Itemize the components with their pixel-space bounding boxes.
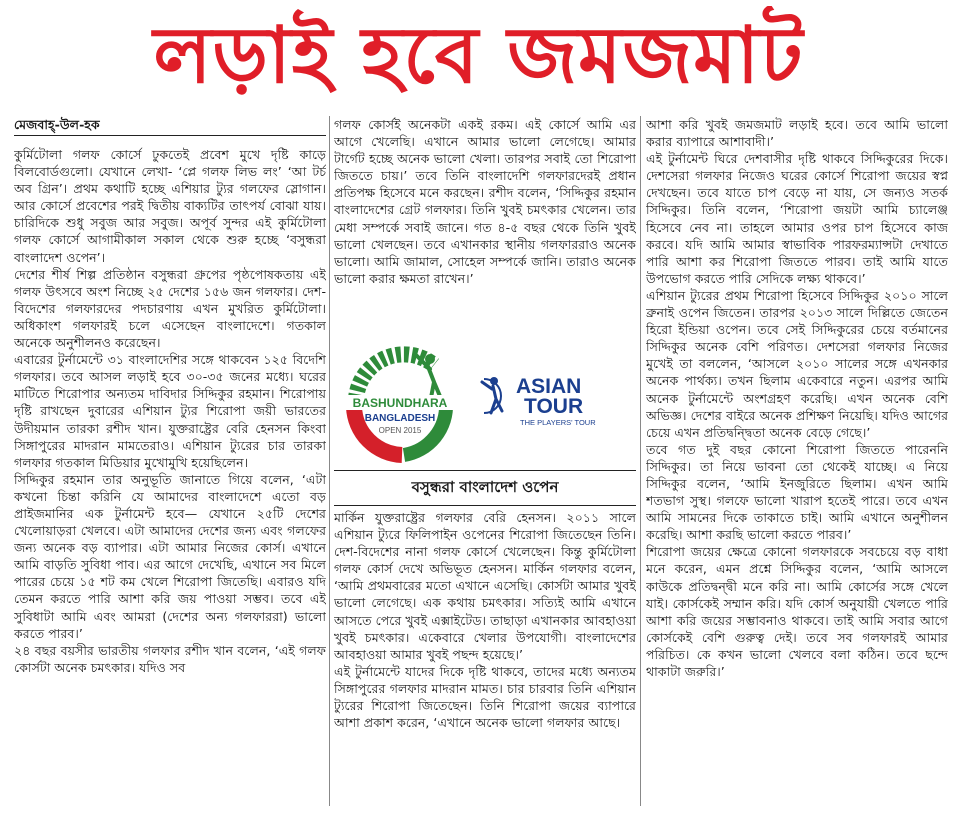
column-divider xyxy=(640,116,641,806)
paragraph: এবারের টুর্নামেন্টে ৩১ বাংলাদেশির সঙ্গে থাকবেন ১২৫ বিদেশি গলফার। তবে আসল লড়াই হবে ৩০-৩৫ জনের মধ্যে। ঘরের মাটিতে শিরোপার অন্যতম দাবিদার সিদ্দিকুর রহমান। শিরোপায় দৃষ্টি রাখছেন দুবারের এশিয়ান ট্যুর শিরোপা জয়ী ভারতের উদীয়মান তারকা রশীদ খান। যুক্তরাষ্ট্রের বেরি হেনসন কিংবা সিঙ্গাপুরের মাদরান মামতেরাও। এশিয়ান ট্যুরের চার তারকা গলফার গতকাল মিডিয়ার মুখোমুখি হয়েছিলেন। xyxy=(14,352,326,470)
paragraph: দেশের শীর্ষ শিল্প প্রতিষ্ঠান বসুন্ধরা গ্রুপের পৃষ্ঠপোষকতায় এই গলফ উৎসবে অংশ নিচ্ছে ২৫ দেশের ১৫৬ জন গলফার। দেশ-বিদেশের গলফারদের পদচারণায় এখন মুখরিত কুর্মিটোলা। অধিকাংশ গলফারই চলে এসেছেন বাংলাদেশে। গতকাল অনেকে অনুশীলনও করেছেন। xyxy=(14,266,326,351)
bashundhara-open-logo xyxy=(344,354,456,455)
column-divider xyxy=(329,116,330,806)
paragraph: ২৪ বছর বয়সীর ভারতীয় গলফার রশীদ খান বলেন, ‘এই গলফ কোর্সটা অনেক চমৎকার। যদিও সব xyxy=(14,642,326,675)
sponsor-logos xyxy=(334,337,636,467)
column-2-lower xyxy=(334,509,636,808)
paragraph: এই টুর্নামেন্টে যাদের দিকে দৃষ্টি থাকবে, তাদের মধ্যে অন্যতম সিঙ্গাপুরের গলফার মাদরান মামত। চার চারবার তিনি এশিয়ান ট্যুরের শিরোপা জিতেছেন। তিনি শিরোপা জয়ের ব্যাপারে আশা প্রকাশ করেন, ‘এখানে অনেক ভালো গলফার আছে। xyxy=(334,663,636,731)
photo-caption: বসুন্ধরা বাংলাদেশ ওপেন xyxy=(334,470,636,506)
column-1 xyxy=(14,116,326,808)
paragraph: শিরোপা জয়ের ক্ষেত্রে কোনো গলফারকে সবচেয়ে বড় বাধা মনে করেন, এমন প্রশ্নে সিদ্দিকুর বলেন, ‘আমি আসলে কাউকে প্রতিদ্বন্দ্বী মনে করি না। আমি কোর্সের সঙ্গে খেলে যাই। কোর্সকেই সম্মান করি। যদি কোর্স অনুযায়ী খেলতে পারি আশা করি জয়ের সম্ভাবনাও থাকবে। তাই আমি সবার আগে কোর্সকেই বেশি গুরুত্ব দেই। তবে সব গলফারই আমার পরিচিত। কে কখন ভালো খেলবে বলা কঠিন। তবে ছন্দে থাকাটা জরুরি।’ xyxy=(646,544,948,679)
paragraph: গলফ কোর্সই অনেকটা একই রকম। এই কোর্সে আমি এর আগে খেলেছি। এখানে আমার ভালো লেগেছে। আমার টার্গেট হচ্ছে অনেক ভালো খেলা। তারপর সবাই তো শিরোপা জিততে চায়।’ তবে তিনি বাংলাদেশি গলফারদেরই প্রধান প্রতিপক্ষ হিসেবে মনে করছেন। রশীদ বলেন, ‘সিদ্দিকুর রহমান বাংলাদেশের গ্রেট গলফার। তিনি খুবই চমৎকার খেলেন। তার মেধা সম্পর্কে সবাই জানে। গত ৪-৫ বছর থেকে তিনি খুবই ভালো খেলছেন। তবে এখানকার স্থানীয় গলফাররাও অনেক ভালো। আমি জামাল, সোহেল সম্পর্কে জানি। তারাও অনেক ভালো করার ক্ষমতা রাখেন।’ xyxy=(334,117,636,286)
paragraph: এই টুর্নামেন্ট ঘিরে দেশবাসীর দৃষ্টি থাকবে সিদ্দিকুরের দিকে। দেশসেরা গলফার নিজেও ঘরের কোর্সে শিরোপা জয়ের স্বপ্ন দেখছেন। তবে যাতে চাপ বেড়ে না যায়, সে জন্যও সতর্ক সিদ্দিকুর। তিনি বলেন, ‘শিরোপা জয়টা আমি চ্যালেঞ্জ হিসেবে নেব না। তাহলে আমার ওপর চাপ হিসেবে কাজ করবে। যদি আমি আমার স্বাভাবিক পারফরম্যান্সটা দেখাতে পারি আশা কর শিরোপা জিততে পারব। তাই আমি যাতে উপভোগ করতে পারি সেদিকে লক্ষ্য থাকবে।’ xyxy=(646,151,948,286)
asian-tour-line2: TOUR xyxy=(524,395,584,418)
paragraph: সিদ্দিকুর রহমান তার অনুভূতি জানাতে গিয়ে বলেন, ‘এটা কখনো চিন্তা করিনি যে আমাদের বাংলাদেশে এতো বড় প্রাইজমানির এক টুর্নামেন্ট হবে— যেখানে ২৫টি দেশের খেলোয়াড়রা খেলবে। এটা আমাদের দেশের জন্য এবং গলফের জন্য অনেক বড় ব্যাপার। এটা আমার নিজের কোর্স। এখানে আমি বাড়তি সুবিধা পাব। এর আগে দেখেছি, এখানে সব মিলে পারের চেয়ে ১৫ শট কম খেলে শিরোপা জিতেছি। এবারও যদি তেমন করতে পারি আশা করি জয় পাওয়া সম্ভব। তবে এই সুবিধাটা আমি এবং আমরা (দেশের অন্য গলফাররা) ভালো করতে পারব।’ xyxy=(14,471,326,641)
paragraph: মার্কিন যুক্তরাষ্ট্রের গলফার বেরি হেনসন। ২০১১ সালে এশিয়ান ট্যুরে ফিলিপাইন ওপেনের শিরোপা জিতেছেন তিনি। দেশ-বিদেশের নানা গলফ কোর্সে খেলেছেন। কিন্তু কুর্মিটোলা গলফ কোর্স দেখে অভিভূত হেনসন। মার্কিন গলফার বলেন, ‘আমি প্রথমবারের মতো এখানে এসেছি। কোর্সটা আমার খুবই ভালো লেগেছে। এক কথায় চমৎকার। সত্যিই আমি এখানে আসতে পেরে খুবই এক্সাইটেড। তাছাড়া এখানকার আবহাওয়া খুবই চমৎকার। একেবারে খেলার উপযোগী। বাংলাদেশের আবহাওয়া আমার খুবই পছন্দ হয়েছে।’ xyxy=(334,510,636,662)
column-2-upper xyxy=(334,116,636,334)
column-3 xyxy=(646,116,948,808)
bashundhara-name: BASHUNDHARA xyxy=(352,396,448,410)
paragraph: তবে গত দুই বছর কোনো শিরোপা জিততে পারেননি সিদ্দিকুর। তা নিয়ে ভাবনা তো থেকেই যাচ্ছে। এ নিয়ে সিদ্দিকুর বলেন, ‘আমি ইনজুরিতে ছিলাম। এখন আমি শতভাগ সুস্থ। গলফে ভালো খারাপ হতেই পারে। তবে এখন আমি সামনের দিকে তাকাতে চাই। আমি এখানে অনুশীলন করেছি। আশা করছি ভালো করতে পারব।’ xyxy=(646,441,948,543)
byline: মেজবাহ্-উল-হক xyxy=(14,116,326,136)
paragraph: এশিয়ান ট্যুরের প্রথম শিরোপা হিসেবে সিদ্দিকুর ২০১০ সালে ব্রুনাই ওপেন জিতেন। তারপর ২০১৩ সালে দিল্লিতে জেতেন হিরো ইন্ডিয়া ওপেন। তবে সেই সিদ্দিকুরের চেয়ে বর্তমানের সিদ্দিকুর অনেক বেশি পরিণত। দেশসেরা গলফার নিজের মুখেই তা বললেন, ‘আসলে ২০১০ সালের সঙ্গে এখনকার অনেক পার্থক্য। তখন ছিলাম একেবারে নতুন। এরপর আমি অনেক টুর্নামেন্টে অংশগ্রহণ করেছি। এখন অনেক বেশি অভিজ্ঞ। দেশের বাইরে অনেক প্রশিক্ষণ নিয়েছি। যদিও আগের চেয়ে এখন প্রতিদ্বন্দ্বিতা অনেক বেড়ে গেছে।’ xyxy=(646,287,948,440)
asian-tour-tagline: THE PLAYERS' TOUR xyxy=(520,418,596,427)
emblem-head xyxy=(490,377,498,385)
headline: লড়াই হবে জমজমাট xyxy=(153,11,804,101)
asian-tour-line1: ASIAN xyxy=(516,375,582,398)
paragraph: কুর্মিটোলা গলফ কোর্সে ঢুকতেই প্রবেশ মুখে দৃষ্টি কাড়ে বিলবোর্ডগুলো। যেখানে লেখা- ‘প্লে গলফ লিভ লং’ ‘আ টর্চ অব গ্রিন’। প্রথম কথাটি হচ্ছে এশিয়ার ট্যুর গলফের স্লোগান। আর কোর্সে প্রবেশের পরই দ্বিতীয় বাক্যটির তাৎপর্য বোঝা যায়। চারিদিকে শুধু সবুজ আর সবুজ। অপূর্ব সুন্দর এই কুর্মিটোলা গলফ কোর্সে আগামীকাল সকাল থেকে শুরু হচ্ছে ‘বসুন্ধরা বাংলাদেশ ওপেন’। xyxy=(14,147,326,265)
paragraph: আশা করি খুবই জমজমাট লড়াই হবে। তবে আমি ভালো করার ব্যাপারে আশাবাদী।’ xyxy=(646,117,948,150)
bashundhara-sub: BANGLADESH xyxy=(364,413,436,424)
asian-tour-logo xyxy=(482,375,596,427)
bashundhara-event: OPEN 2015 xyxy=(378,426,422,435)
logos-graphic xyxy=(334,337,636,467)
